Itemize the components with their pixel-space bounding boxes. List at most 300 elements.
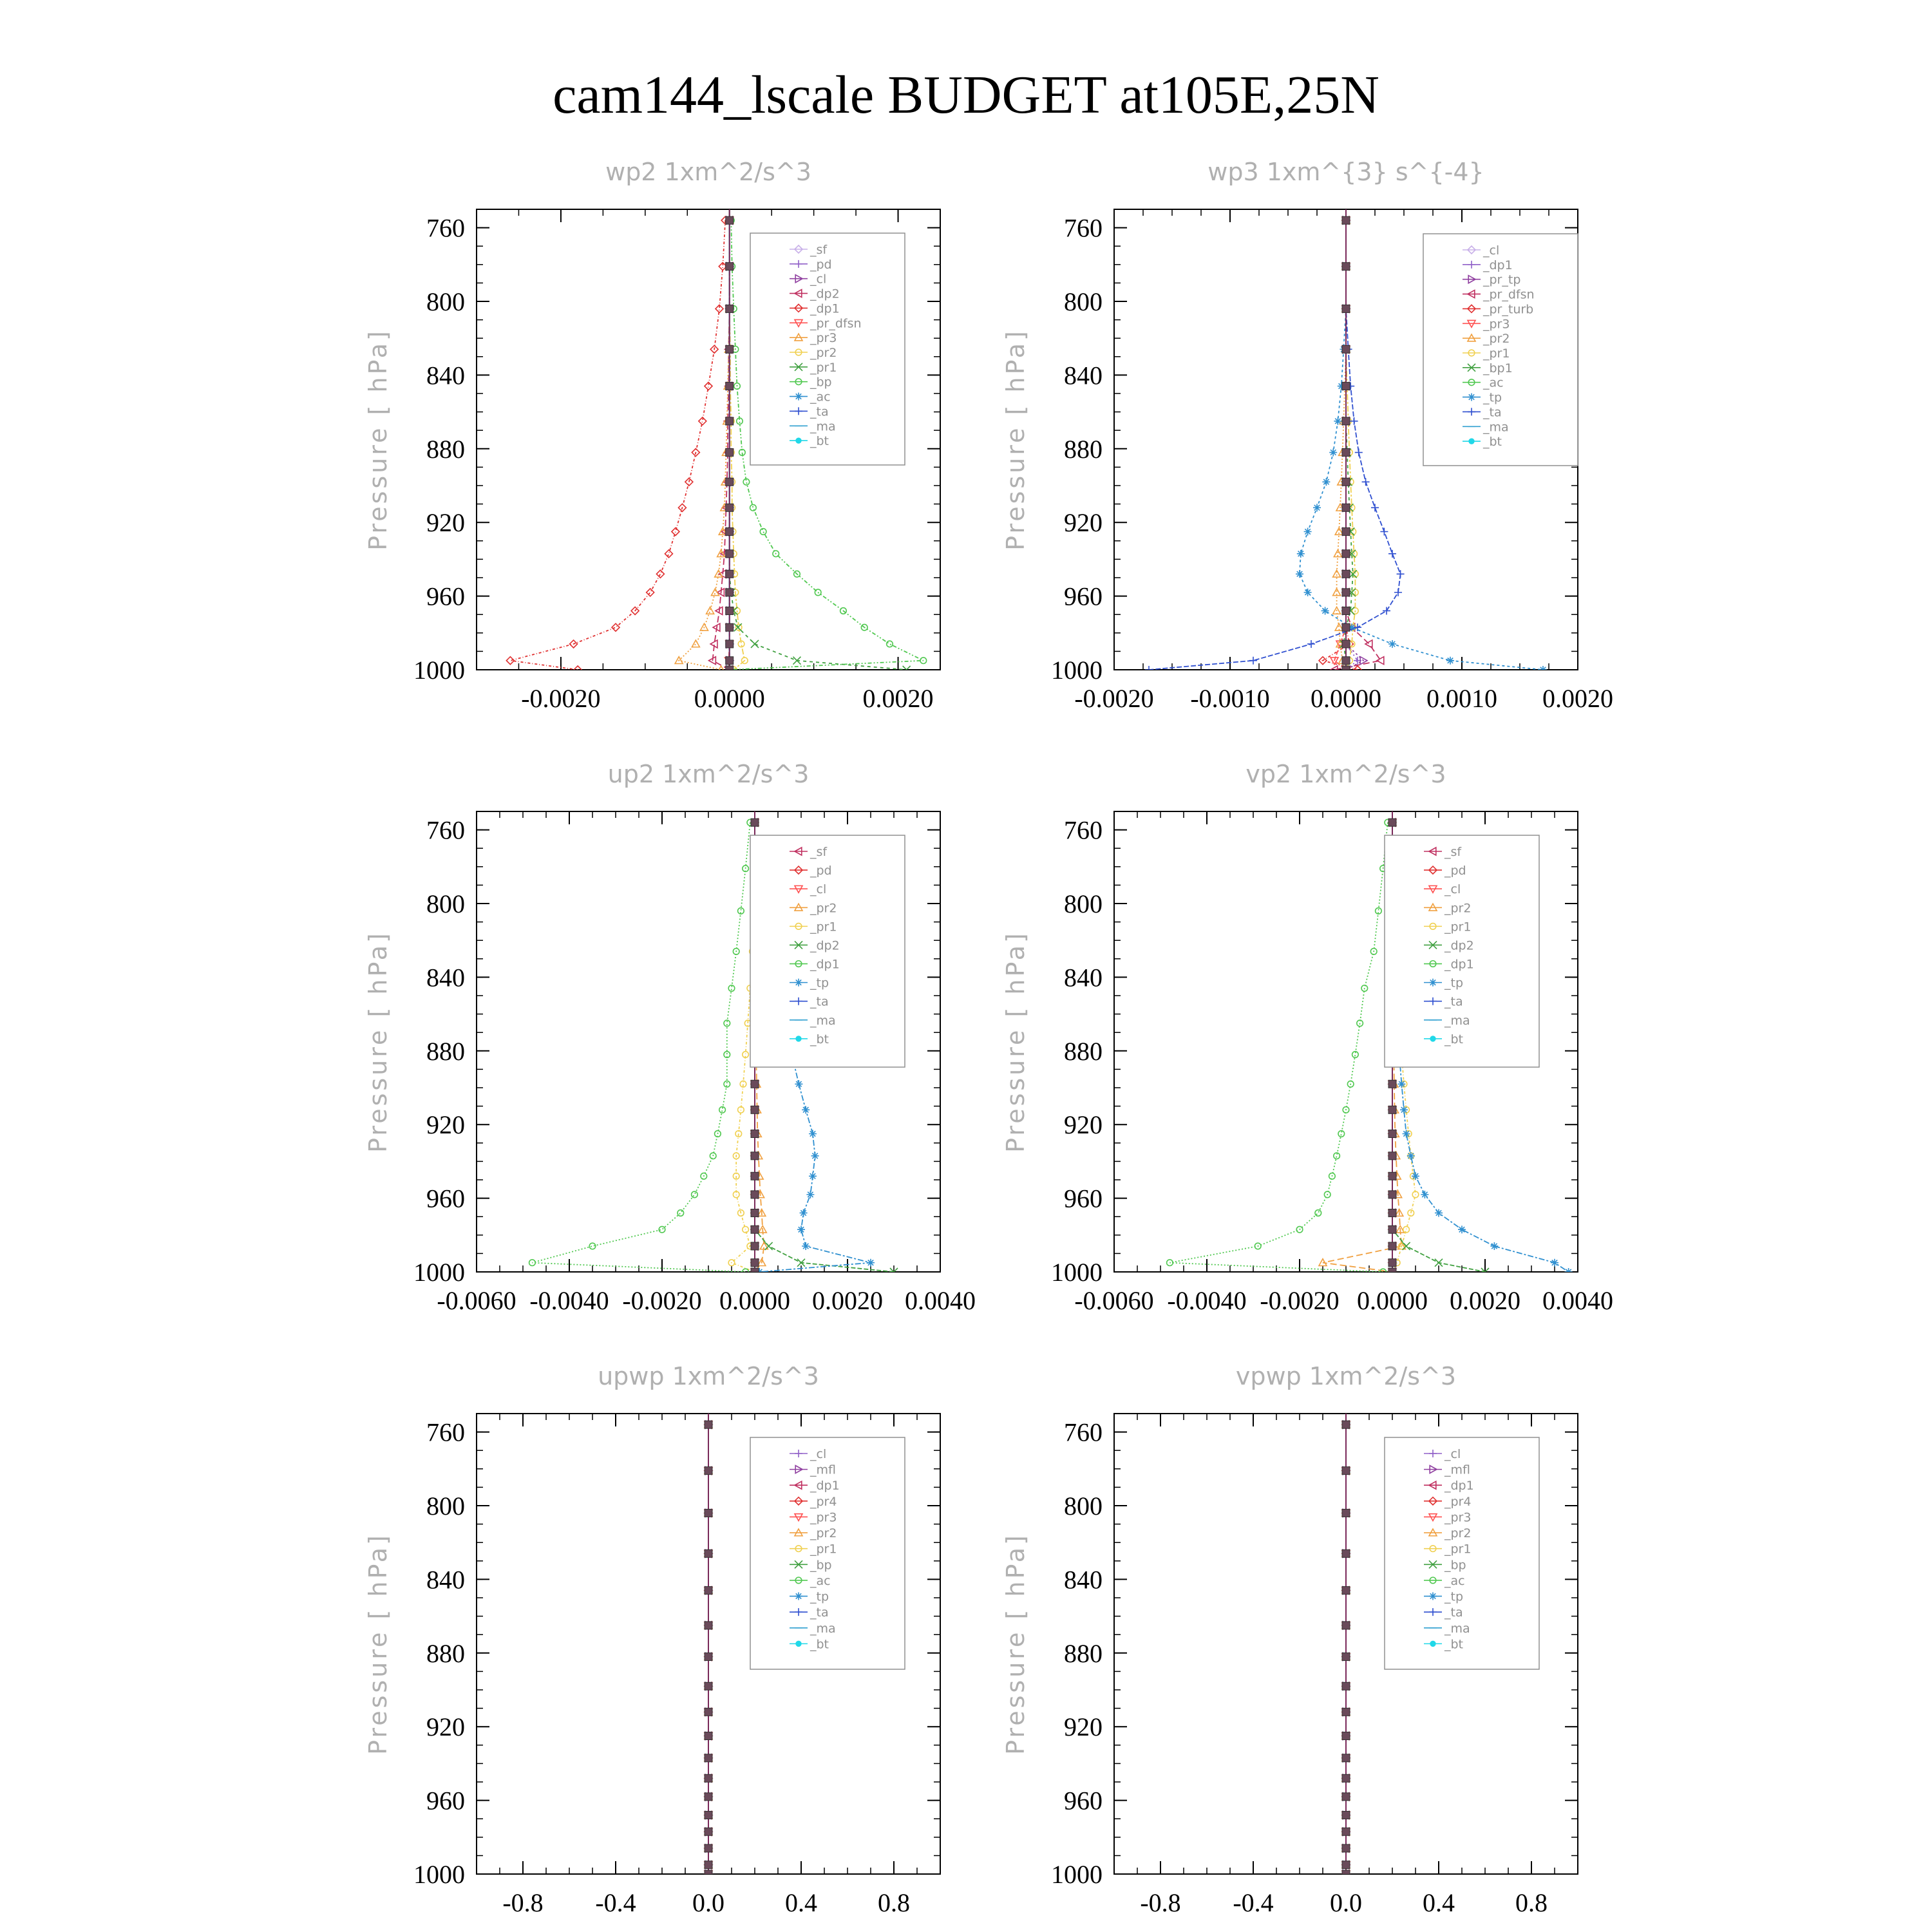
data-point: [665, 550, 672, 558]
zero-marker: [1342, 478, 1350, 486]
zero-marker: [1342, 417, 1350, 425]
legend: [750, 1437, 905, 1669]
legend-label: _cl: [810, 272, 827, 287]
y-tick-label: 800: [426, 287, 465, 316]
legend-label: _pr2: [1483, 332, 1510, 346]
x-tick-label: 0.0040: [905, 1286, 976, 1315]
zero-marker: [751, 1226, 759, 1233]
zero-marker: [705, 1774, 712, 1782]
zero-marker: [705, 1549, 712, 1557]
y-tick-label: 800: [1064, 1492, 1103, 1520]
data-point: [1397, 570, 1405, 578]
zero-marker: [751, 1268, 759, 1276]
x-tick-label: 0.0000: [1311, 684, 1381, 713]
series-ta: [1145, 216, 1405, 674]
y-tick-label: 920: [426, 1110, 465, 1140]
data-point: [1400, 1106, 1408, 1113]
zero-marker: [1342, 607, 1350, 614]
x-tick-label: -0.0040: [1167, 1286, 1247, 1315]
zero-marker: [751, 1209, 759, 1217]
panel-title: wp2 1xm^2/s^3: [605, 158, 811, 186]
legend-label: _bt: [810, 1637, 829, 1652]
zero-marker: [726, 263, 734, 270]
zero-marker: [726, 666, 734, 674]
y-tick-label: 880: [426, 1638, 465, 1668]
zero-marker: [1342, 1811, 1350, 1819]
zero-marker: [751, 1242, 759, 1250]
data-point: [802, 1242, 810, 1250]
x-tick-label: 0.4: [1423, 1888, 1455, 1917]
zero-marker: [1388, 1209, 1396, 1217]
zero-marker: [726, 383, 734, 390]
legend-label: _ma: [1483, 420, 1509, 435]
series-line: [730, 220, 745, 670]
legend: [1385, 835, 1539, 1067]
data-point: [1334, 417, 1341, 425]
legend-marker: [795, 393, 802, 401]
y-tick-label: 920: [1064, 1712, 1103, 1742]
legend-label: _pr_tp: [1483, 272, 1521, 287]
legend-label: _bp: [810, 1558, 832, 1573]
legend-label: _bt: [1483, 435, 1502, 450]
zero-marker: [751, 1259, 759, 1267]
data-point: [692, 1191, 698, 1198]
panel-wp2: [364, 158, 940, 713]
y-tick-label: 880: [1064, 434, 1103, 464]
zero-marker: [1388, 1259, 1396, 1267]
y-tick-label: 760: [1064, 815, 1103, 845]
y-tick-label: 800: [426, 889, 465, 918]
zero-marker: [1342, 383, 1350, 390]
legend-label: _pr2: [810, 346, 837, 360]
data-point: [1446, 657, 1454, 665]
y-axis-label: Pressure [ hPa]: [1001, 328, 1030, 551]
legend-marker: [796, 438, 801, 443]
legend-label: _dp1: [1444, 957, 1474, 972]
y-tick-label: 760: [1064, 213, 1103, 243]
data-point: [1304, 589, 1312, 596]
x-tick-label: 0.0020: [862, 684, 934, 713]
series-line: [1170, 822, 1387, 1272]
zero-marker: [726, 550, 734, 558]
zero-marker: [726, 449, 734, 457]
x-tick-label: -0.0020: [1074, 684, 1154, 713]
data-point: [1403, 1130, 1410, 1138]
y-tick-label: 920: [1064, 1110, 1103, 1140]
legend-label: _pr_dfsn: [810, 316, 862, 331]
zero-marker: [1342, 623, 1350, 631]
data-point: [751, 640, 759, 648]
data-point: [1362, 478, 1370, 486]
zero-marker: [1342, 1844, 1350, 1852]
data-point: [1490, 1242, 1498, 1250]
y-tick-label: 1000: [1051, 656, 1103, 685]
legend-label: _tp: [810, 1589, 829, 1604]
legend-label: _pr2: [810, 901, 837, 916]
x-tick-label: -0.0020: [622, 1286, 702, 1315]
panel-up2: [364, 760, 976, 1315]
legend-label: _pr2: [1444, 901, 1472, 916]
zero-marker: [1342, 1870, 1350, 1878]
data-point: [1551, 1259, 1558, 1267]
zero-marker: [1342, 1793, 1350, 1801]
zero-marker: [751, 1130, 759, 1138]
zero-marker: [1342, 1732, 1350, 1740]
legend-label: _pr2: [1444, 1526, 1472, 1541]
data-point: [1388, 640, 1396, 648]
data-point: [750, 505, 757, 511]
data-point: [1296, 570, 1303, 578]
series-pr3: [1331, 217, 1350, 674]
y-tick-label: 800: [1064, 889, 1103, 918]
data-point: [795, 1080, 802, 1088]
data-point: [612, 623, 620, 631]
y-tick-label: 960: [1064, 1184, 1103, 1213]
x-tick-label: -0.0060: [437, 1286, 516, 1315]
data-point: [1371, 504, 1379, 511]
legend-label: _ta: [810, 994, 829, 1009]
zero-marker: [726, 640, 734, 648]
legend-label: _bp: [810, 375, 832, 390]
legend-label: _ma: [810, 1013, 836, 1028]
figure-title: cam144_lscale BUDGET at105E,25N: [553, 65, 1379, 125]
zero-marker: [1342, 570, 1350, 578]
series-line: [532, 822, 750, 1272]
y-tick-label: 760: [1064, 1417, 1103, 1447]
legend-label: _bt: [1444, 1032, 1464, 1046]
legend-label: _dp2: [1444, 938, 1474, 953]
data-point: [677, 1210, 684, 1217]
zero-marker: [705, 1708, 712, 1716]
zero-marker: [726, 570, 734, 578]
legend-marker: [795, 1593, 802, 1600]
zero-marker: [726, 607, 734, 614]
data-point: [1304, 528, 1312, 536]
legend-label: _pr3: [1483, 317, 1510, 332]
legend-label: _bt: [810, 434, 829, 449]
x-tick-label: -0.8: [1140, 1888, 1181, 1917]
data-point: [1321, 607, 1329, 614]
zero-marker: [1342, 1549, 1350, 1557]
legend-label: _tp: [1483, 390, 1502, 405]
zero-marker: [705, 1682, 712, 1690]
legend-label: _ac: [1444, 1573, 1465, 1588]
legend-label: _ma: [1444, 1013, 1470, 1028]
legend-label: _tp: [1444, 1589, 1464, 1604]
data-point: [706, 607, 714, 614]
zero-marker: [705, 1811, 712, 1819]
panel-title: vp2 1xm^2/s^3: [1245, 760, 1446, 788]
data-point: [1458, 1226, 1466, 1233]
series-line: [1334, 220, 1381, 670]
legend-label: _dp2: [810, 287, 840, 301]
zero-marker: [1342, 550, 1350, 558]
y-tick-label: 800: [426, 1492, 465, 1520]
zero-marker: [1342, 1828, 1350, 1835]
zero-marker: [1342, 1754, 1350, 1762]
legend-label: _pr1: [1483, 346, 1510, 361]
zero-marker: [1342, 528, 1350, 536]
panel-upwp: [364, 1362, 940, 1917]
series-line: [510, 220, 725, 670]
series-bp1: [1340, 216, 1356, 674]
series-pr2: [1333, 216, 1350, 673]
legend-label: _dp1: [810, 957, 840, 972]
data-point: [1249, 657, 1257, 665]
data-point: [743, 1226, 749, 1233]
zero-marker: [705, 1421, 712, 1428]
zero-marker: [1342, 1861, 1350, 1869]
legend-label: _bt: [810, 1032, 829, 1046]
x-tick-label: 0.0000: [719, 1286, 790, 1315]
zero-marker: [705, 1844, 712, 1852]
y-tick-label: 1000: [1051, 1860, 1103, 1889]
legend-label: _ta: [1444, 994, 1463, 1009]
zero-marker: [1342, 263, 1350, 270]
legend-label: _ta: [810, 1605, 829, 1620]
data-point: [806, 1191, 814, 1198]
data-point: [1322, 478, 1330, 486]
zero-marker: [1388, 1080, 1396, 1088]
data-point: [1377, 657, 1384, 665]
series-line: [713, 220, 730, 670]
x-tick-label: -0.0020: [1260, 1286, 1340, 1315]
data-point: [887, 641, 893, 647]
data-point: [1315, 1210, 1321, 1217]
legend-marker: [796, 1036, 801, 1041]
series-line: [1334, 220, 1346, 670]
data-point: [1383, 607, 1390, 614]
legend: [1423, 234, 1578, 466]
data-point: [809, 1130, 817, 1138]
legend-label: _pr1: [1444, 1542, 1472, 1557]
data-point: [800, 1209, 808, 1217]
data-point: [656, 570, 664, 578]
data-point: [1329, 449, 1337, 457]
data-point: [1539, 666, 1547, 674]
x-tick-label: 0.0000: [1357, 1286, 1428, 1315]
y-tick-label: 960: [426, 582, 465, 611]
y-tick-label: 840: [426, 1565, 465, 1595]
x-tick-label: -0.4: [595, 1888, 636, 1917]
legend-marker: [1430, 1036, 1435, 1041]
zero-marker: [1342, 504, 1350, 511]
data-point: [1407, 1152, 1415, 1160]
data-point: [1435, 1209, 1443, 1217]
legend-label: _dp1: [810, 1479, 840, 1493]
zero-marker: [751, 1106, 759, 1113]
panel-title: up2 1xm^2/s^3: [607, 760, 810, 788]
series-line: [1337, 220, 1346, 670]
zero-marker: [726, 657, 734, 665]
y-tick-label: 840: [426, 963, 465, 992]
data-point: [1403, 1226, 1410, 1233]
zero-marker: [726, 417, 734, 425]
y-axis-label: Pressure [ hPa]: [1001, 1533, 1030, 1755]
plot-area: [1342, 1414, 1350, 1878]
x-tick-label: 0.4: [785, 1888, 817, 1917]
x-tick-label: 0.0040: [1542, 1286, 1613, 1315]
panel-title: wp3 1xm^{3} s^{-4}: [1208, 158, 1484, 186]
x-tick-label: 0.0: [692, 1888, 724, 1917]
legend-label: _cl: [810, 1447, 827, 1461]
y-axis-label: Pressure [ hPa]: [1001, 931, 1030, 1153]
legend-label: _tp: [1444, 976, 1464, 990]
zero-marker: [1388, 819, 1396, 826]
y-tick-label: 920: [1064, 508, 1103, 538]
series-dp1: [1167, 819, 1391, 1274]
data-point: [867, 1259, 875, 1267]
zero-marker: [705, 1870, 712, 1878]
y-tick-label: 840: [426, 361, 465, 390]
zero-marker: [1388, 1191, 1396, 1198]
zero-marker: [1342, 589, 1350, 596]
y-tick-label: 880: [1064, 1036, 1103, 1066]
data-point: [1397, 1080, 1405, 1088]
legend-label: _cl: [1444, 882, 1461, 897]
legend-label: _dp1: [1483, 258, 1513, 272]
legend-label: _ma: [810, 1621, 836, 1636]
data-point: [1145, 666, 1153, 674]
data-point: [1313, 504, 1321, 511]
legend-label: _ta: [1483, 405, 1502, 420]
series-line: [1149, 220, 1401, 670]
legend: [750, 233, 905, 465]
y-tick-label: 760: [426, 1417, 465, 1447]
zero-marker: [705, 1861, 712, 1869]
legend-label: _pr4: [1444, 1494, 1472, 1509]
legend-label: _pd: [810, 864, 832, 878]
panel-title: upwp 1xm^2/s^3: [598, 1362, 819, 1390]
zero-marker: [726, 478, 734, 486]
zero-marker: [1388, 1226, 1396, 1233]
y-tick-label: 840: [1064, 361, 1103, 390]
legend-label: _pd: [810, 257, 832, 272]
legend-label: _mfl: [810, 1463, 836, 1477]
series-dp1: [506, 216, 729, 674]
y-axis-label: Pressure [ hPa]: [364, 931, 392, 1153]
zero-marker: [1388, 1242, 1396, 1250]
legend-label: _bt: [1444, 1637, 1464, 1652]
data-point: [1350, 417, 1358, 425]
legend-label: _pr_turb: [1483, 302, 1534, 317]
y-tick-label: 1000: [413, 1258, 465, 1287]
y-tick-label: 760: [426, 213, 465, 243]
series-line: [1346, 220, 1358, 670]
y-axis-label: Pressure [ hPa]: [364, 1533, 392, 1755]
zero-marker: [1342, 640, 1350, 648]
legend-label: _dp1: [810, 301, 840, 316]
x-tick-label: -0.4: [1233, 1888, 1274, 1917]
legend-label: _ac: [1483, 375, 1504, 390]
data-point: [1380, 528, 1388, 536]
legend-label: _pr_dfsn: [1483, 287, 1535, 302]
data-point: [797, 1226, 805, 1233]
y-tick-label: 920: [426, 508, 465, 538]
legend-label: _sf: [1444, 845, 1462, 859]
zero-marker: [726, 528, 734, 536]
zero-marker: [705, 1653, 712, 1661]
legend-label: _bp: [1444, 1558, 1466, 1573]
x-tick-label: -0.0060: [1074, 1286, 1154, 1315]
data-point: [692, 640, 699, 647]
y-tick-label: 920: [426, 1712, 465, 1742]
legend-label: _pd: [1444, 864, 1466, 878]
y-tick-label: 800: [1064, 287, 1103, 316]
legend-label: _ac: [810, 1573, 831, 1588]
data-point: [1412, 1172, 1419, 1180]
legend-label: _tp: [810, 976, 829, 990]
zero-marker: [705, 1828, 712, 1835]
zero-marker: [1342, 657, 1350, 665]
series-pr3: [675, 216, 734, 673]
zero-marker: [705, 1732, 712, 1740]
legend: [1385, 1437, 1539, 1669]
zero-marker: [1342, 1774, 1350, 1782]
y-tick-label: 760: [426, 815, 465, 845]
zero-marker: [1342, 1622, 1350, 1629]
zero-marker: [751, 819, 759, 826]
data-point: [802, 1106, 810, 1113]
legend-label: _dp1: [1444, 1479, 1474, 1493]
zero-marker: [1388, 1268, 1396, 1276]
zero-marker: [1388, 1152, 1396, 1160]
data-point: [1565, 1268, 1573, 1276]
legend-label: _pr4: [810, 1494, 837, 1509]
legend-label: _pr1: [810, 920, 837, 934]
y-tick-label: 960: [426, 1184, 465, 1213]
zero-marker: [1342, 1509, 1350, 1517]
zero-marker: [726, 504, 734, 511]
legend-label: _cl: [1483, 243, 1500, 258]
data-point: [1388, 550, 1396, 558]
zero-marker: [1342, 1653, 1350, 1661]
zero-marker: [705, 1754, 712, 1762]
x-tick-label: -0.8: [502, 1888, 544, 1917]
legend: [750, 835, 905, 1067]
panel-wp3: [1001, 158, 1613, 713]
zero-marker: [1388, 1106, 1396, 1113]
zero-marker: [1342, 1421, 1350, 1428]
zero-marker: [726, 345, 734, 353]
x-tick-label: 0.0020: [812, 1286, 883, 1315]
legend-label: _pr1: [810, 1542, 837, 1557]
zero-marker: [1342, 1467, 1350, 1475]
y-tick-label: 1000: [413, 656, 465, 685]
data-point: [647, 589, 654, 596]
zero-marker: [751, 1172, 759, 1180]
zero-marker: [1342, 1682, 1350, 1690]
data-point: [1333, 570, 1341, 577]
data-point: [1355, 449, 1363, 457]
zero-marker: [1388, 1130, 1396, 1138]
zero-marker: [1388, 1172, 1396, 1180]
x-tick-label: -0.0010: [1190, 684, 1270, 713]
y-tick-label: 880: [1064, 1638, 1103, 1668]
data-point: [1297, 550, 1305, 558]
data-point: [760, 529, 766, 535]
zero-marker: [751, 1152, 759, 1160]
zero-marker: [705, 1467, 712, 1475]
legend-label: _ac: [810, 390, 831, 404]
legend-label: _ma: [810, 419, 836, 434]
x-tick-label: 0.0: [1330, 1888, 1362, 1917]
zero-marker: [1342, 305, 1350, 312]
y-tick-label: 960: [426, 1786, 465, 1815]
y-tick-label: 960: [1064, 1786, 1103, 1815]
series-line: [1343, 220, 1352, 670]
y-tick-label: 880: [426, 1036, 465, 1066]
